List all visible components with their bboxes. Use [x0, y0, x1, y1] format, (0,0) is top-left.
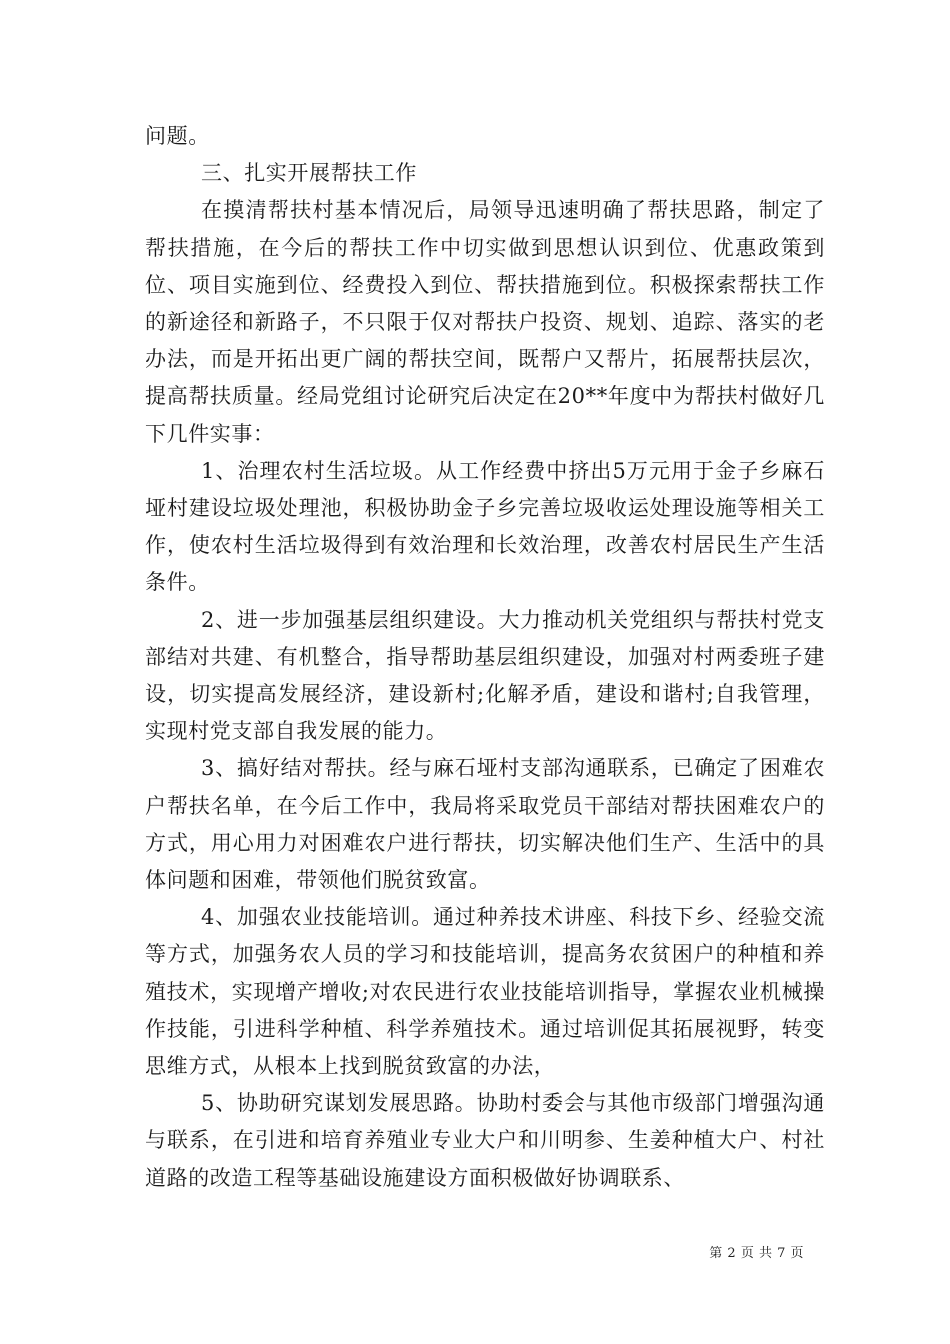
paragraph-item-2: 2、进一步加强基层组织建设。大力推动机关党组织与帮扶村党支部结对共建、有机整合，指导帮助基层组织建设，加强对村两委班子建设，切实提高发展经济，建设新村;化解矛盾，建设和谐村;自我管理，实现村党支部自我发展的能力。 [145, 607, 825, 744]
paragraph-continuation: 问题。 [145, 124, 210, 148]
paragraph-item-1: 1、治理农村生活垃圾。从工作经费中挤出5万元用于金子乡麻石垭村建设垃圾处理池，积极协助金子乡完善垃圾收运处理设施等相关工作，使农村生活垃圾得到有效治理和长效治理，改善农村居民生产生活条件。 [145, 458, 825, 595]
paragraph-intro: 在摸清帮扶村基本情况后，局领导迅速明确了帮扶思路，制定了帮扶措施，在今后的帮扶工作中切实做到思想认识到位、优惠政策到位、项目实施到位、经费投入到位、帮扶措施到位。积极探索帮扶工作的新途径和新路子，不只限于仅对帮扶户投资、规划、追踪、落实的老办法，而是开拓出更广阔的帮扶空间，既帮户又帮片，拓展帮扶层次，提高帮扶质量。经局党组讨论研究后决定在20**年度中为帮扶村做好几下几件实事： [145, 198, 825, 446]
section-heading: 三、扎实开展帮扶工作 [201, 161, 417, 186]
paragraph-item-3: 3、搞好结对帮扶。经与麻石垭村支部沟通联系，已确定了困难农户帮扶名单，在今后工作中，我局将采取党员干部结对帮扶困难农户的方式，用心用力对困难农户进行帮扶，切实解决他们生产、生活中的具体问题和困难，带领他们脱贫致富。 [145, 756, 825, 893]
paragraph-item-4: 4、加强农业技能培训。通过种养技术讲座、科技下乡、经验交流等方式，加强务农人员的学习和技能培训，提高务农贫困户的种植和养殖技术，实现增产增收;对农民进行农业技能培训指导，掌握农业机械操作技能，引进科学种植、科学养殖技术。通过培训促其拓展视野，转变思维方式，从根本上找到脱贫致富的办法， [145, 905, 825, 1079]
page-number-footer: 第 2 页 共 7 页 [709, 1246, 804, 1261]
document-body [145, 118, 825, 1197]
paragraph-item-5: 5、协助研究谋划发展思路。协助村委会与其他市级部门增强沟通与联系，在引进和培育养殖业专业大户和川明参、生姜种植大户、村社道路的改造工程等基础设施建设方面积极做好协调联系、 [145, 1091, 825, 1190]
